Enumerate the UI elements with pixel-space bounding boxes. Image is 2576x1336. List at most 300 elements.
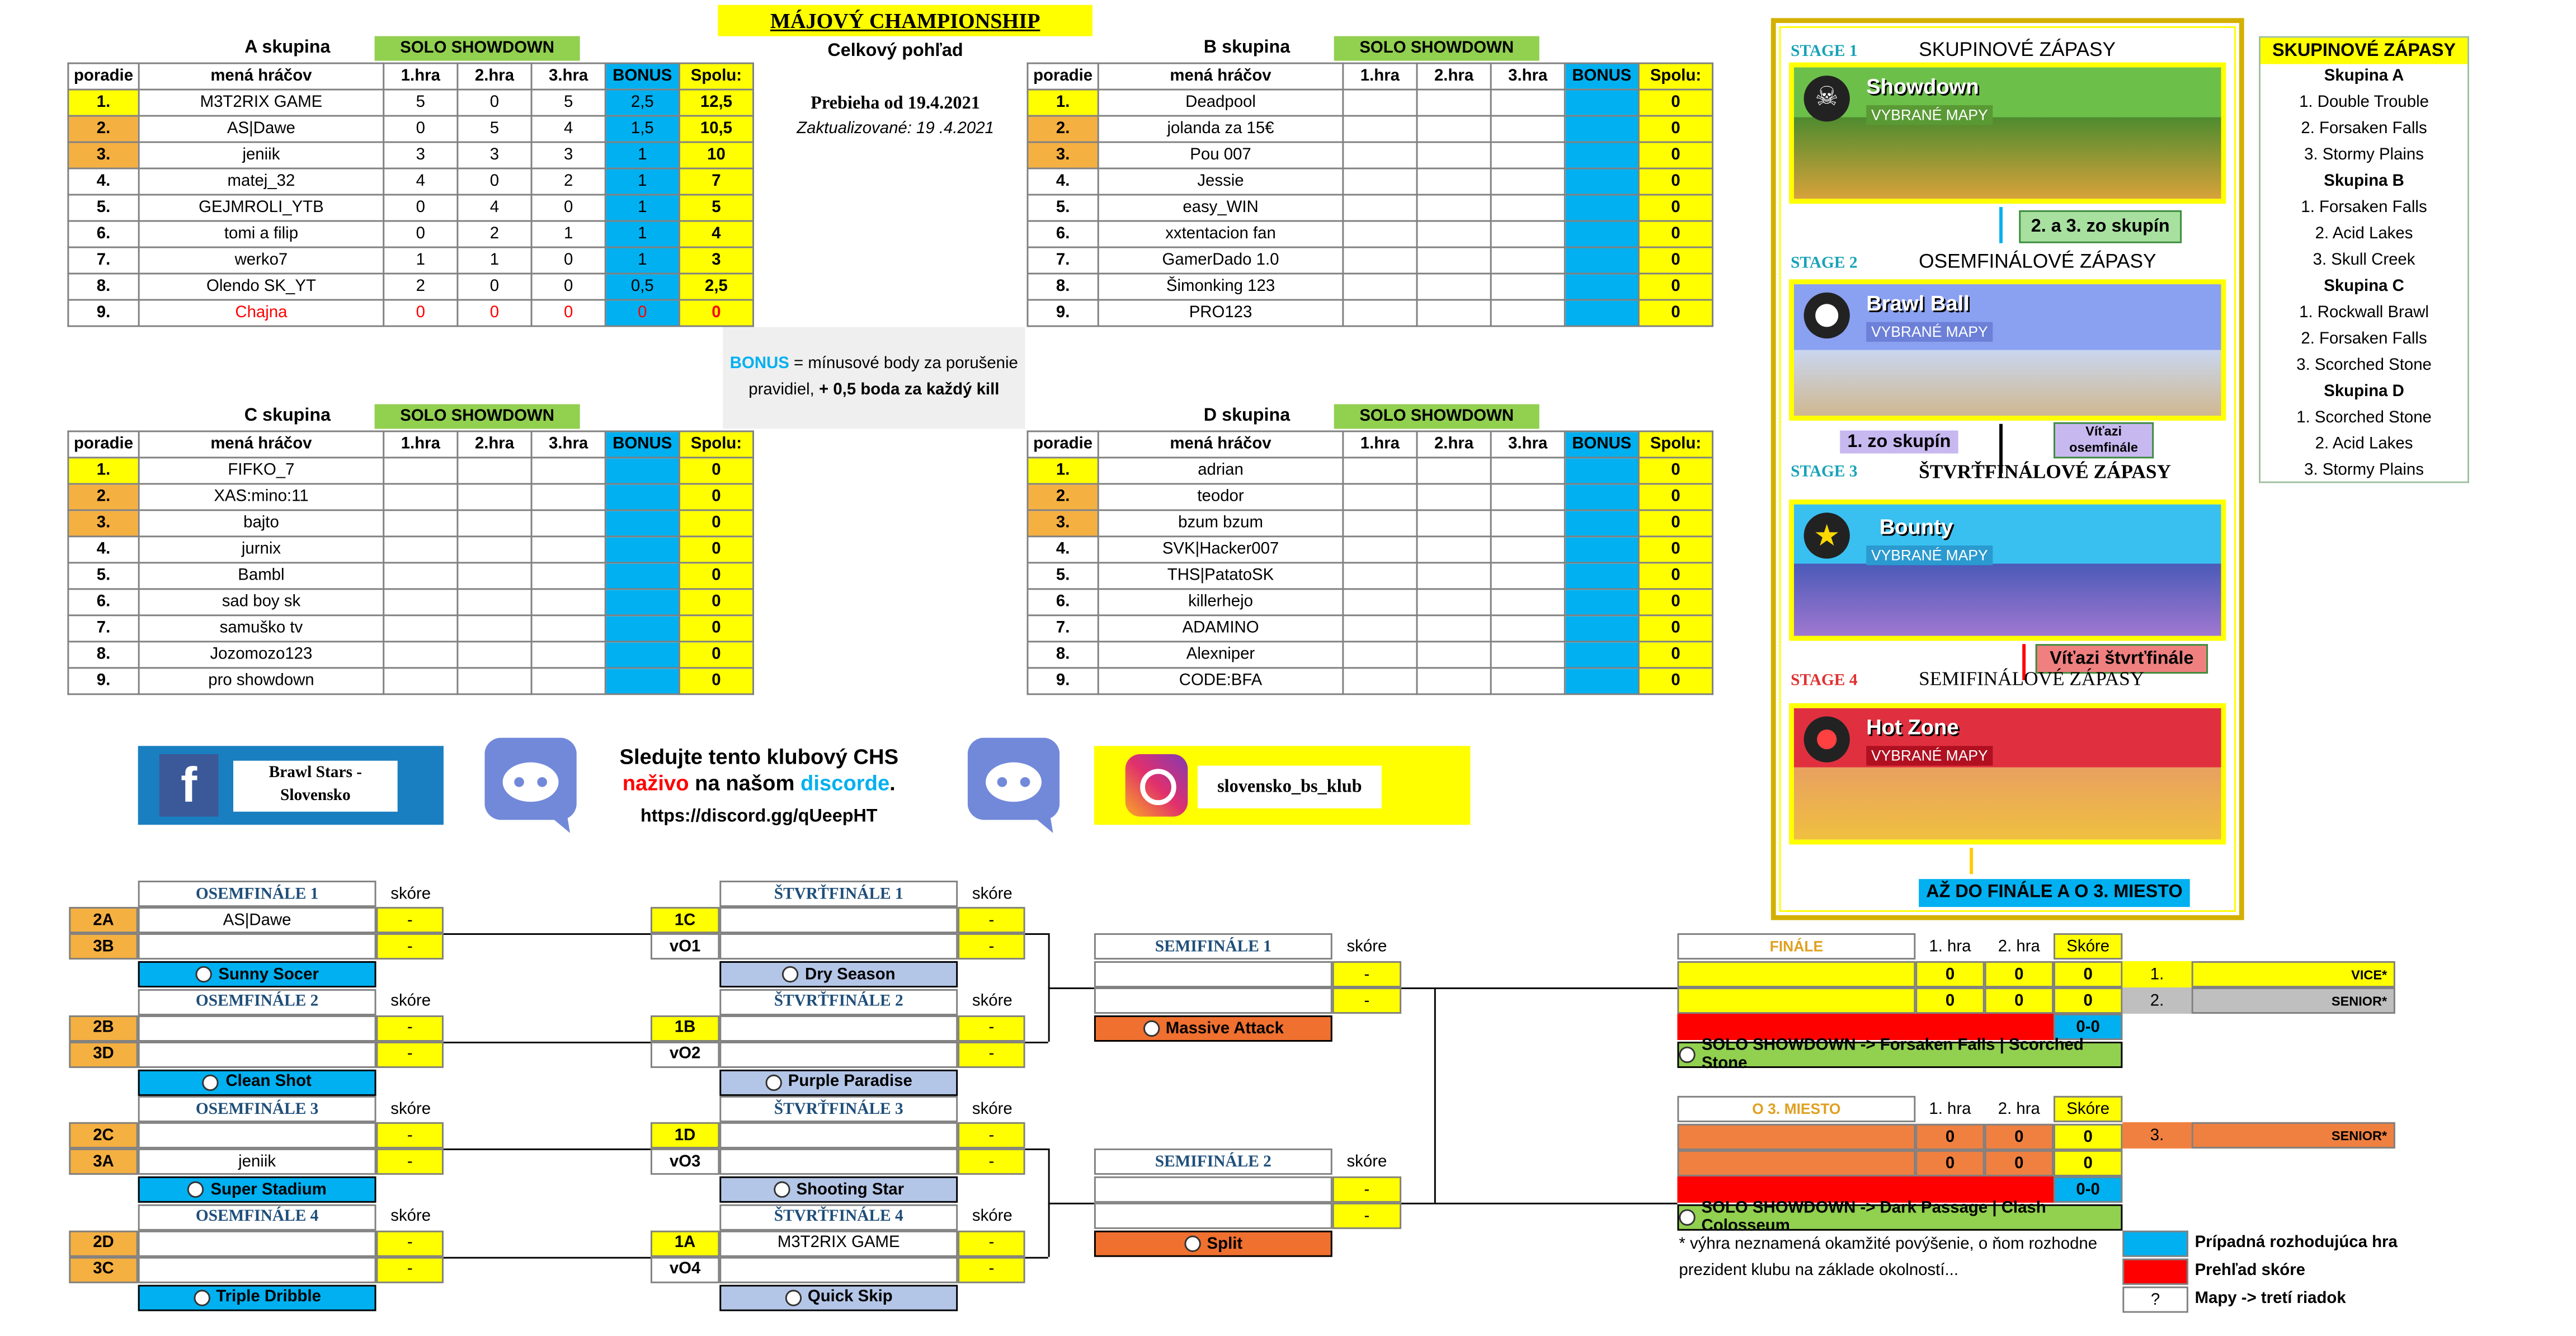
table-row — [1028, 142, 1713, 168]
group-c-header-g1: 1.hra — [384, 431, 458, 458]
third-award3: SENIOR* — [2192, 1122, 2395, 1149]
group-b-table — [1027, 63, 1714, 327]
group-maps-item: 2. Acid Lakes — [2315, 435, 2413, 454]
qf-3-seed1: 1D — [651, 1122, 719, 1149]
group-b-cell-g3 — [1491, 274, 1565, 300]
group-b-cell-g3 — [1491, 90, 1565, 116]
sf-1-player1[interactable] — [1094, 961, 1332, 987]
bracket-line — [1025, 1256, 1048, 1258]
group-b-cell-g2 — [1417, 300, 1491, 326]
qf-1-score2: - — [958, 933, 1025, 959]
r16-2-player1[interactable] — [138, 1014, 376, 1041]
final-g1: 1. hra — [1929, 937, 1971, 956]
third-cell-0-0: 0 — [1915, 1124, 1984, 1150]
r16-4-seed2: 3C — [69, 1256, 138, 1282]
map-mode-icon — [195, 966, 211, 982]
r16-3-seed1: 2C — [69, 1122, 138, 1149]
group-c-cell-g3 — [531, 563, 605, 589]
updated-date: Zaktualizované: 19 .4.2021 — [797, 120, 994, 138]
discord-icon[interactable] — [484, 738, 576, 833]
group-a-cell-bonus: 1 — [605, 195, 679, 221]
sf-1-map — [1094, 1015, 1332, 1042]
third-title: O 3. MIESTO — [1677, 1096, 1915, 1122]
qf-2-score1: - — [958, 1014, 1025, 1041]
award-note: * výhra neznamená okamžité povýšenie, o ňom rozhodne prezident klubu na základe okolností... — [1679, 1235, 2098, 1280]
stage2-sub: VYBRANÉ MAPY — [1866, 322, 1993, 342]
advance-2a: 1. zo skupín — [1840, 430, 1958, 453]
facebook-icon: f — [159, 754, 219, 817]
group-maps-heading: Skupina A — [2324, 67, 2404, 86]
group-d-cell-name: SVK|Hacker007 — [1098, 537, 1343, 563]
group-d-cell-g3 — [1491, 668, 1565, 694]
table-row — [68, 116, 754, 142]
group-a-cell-g3: 0 — [531, 195, 605, 221]
final-score-label: Skóre — [2054, 933, 2122, 959]
group-a-cell-total: 7 — [679, 168, 753, 195]
table-row — [68, 563, 754, 589]
qf-2-player2[interactable] — [719, 1041, 958, 1067]
group-d-cell-name: THS|PatatoSK — [1098, 563, 1343, 589]
qf-3-seed2: vO3 — [651, 1149, 719, 1175]
group-d-cell-name: teodor — [1098, 484, 1343, 510]
third-place3: 3. — [2122, 1122, 2191, 1149]
group-maps-heading: Skupina B — [2324, 172, 2404, 191]
group-b-cell-rank: 6. — [1028, 221, 1098, 247]
group-a-cell-g1: 0 — [384, 195, 458, 221]
group-d-cell-g3 — [1491, 615, 1565, 642]
sf-2-score1: - — [1332, 1177, 1401, 1203]
group-maps-item: 2. Forsaken Falls — [2301, 330, 2427, 349]
map-mode-icon — [202, 1074, 219, 1090]
third-cell-0-1: 0 — [1985, 1124, 2054, 1150]
stage1-map: Showdown — [1866, 74, 1979, 99]
group-b-cell-g3 — [1491, 247, 1565, 274]
group-b-cell-g1 — [1343, 116, 1417, 142]
table-row — [68, 537, 754, 563]
until-final: AŽ DO FINÁLE A O 3. MIESTO — [1919, 879, 2190, 907]
discord-dot: . — [889, 770, 896, 796]
group-d-header-g2: 2.hra — [1417, 431, 1491, 458]
group-a-cell-name: matej_32 — [139, 168, 384, 195]
final-award1: VICE* — [2192, 961, 2395, 987]
sf-1-map-label: Massive Attack — [1165, 1019, 1284, 1038]
qf-4-player2[interactable] — [719, 1256, 958, 1282]
group-a-cell-bonus: 1 — [605, 221, 679, 247]
table-row — [1028, 484, 1713, 510]
group-c-cell-g1 — [384, 563, 458, 589]
group-b-cell-g2 — [1417, 247, 1491, 274]
group-b-cell-g2 — [1417, 116, 1491, 142]
bounty-card[interactable] — [1789, 500, 2226, 641]
group-d-cell-g2 — [1417, 668, 1491, 694]
discord-live: naživo — [622, 770, 689, 796]
sf-2-player1[interactable] — [1094, 1177, 1332, 1203]
r16-1-map — [138, 961, 376, 987]
group-b-cell-bonus — [1565, 168, 1638, 195]
group-d-header-bonus: BONUS — [1565, 431, 1638, 458]
final-place2: 2. — [2122, 987, 2191, 1014]
group-c-cell-g1 — [384, 615, 458, 642]
group-c-cell-total: 0 — [679, 642, 753, 668]
stage3-tag: STAGE 3 — [1791, 463, 1858, 482]
final-cell-0-2: 0 — [2054, 961, 2122, 987]
group-d-cell-total: 0 — [1638, 563, 1712, 589]
group-d-cell-name: ADAMINO — [1098, 615, 1343, 642]
third-map — [1677, 1199, 2122, 1236]
group-c-cell-g3 — [531, 615, 605, 642]
group-a-cell-g2: 0 — [458, 300, 531, 326]
final-cell-1-0: 0 — [1915, 987, 1984, 1014]
table-row — [68, 168, 754, 195]
qf-3-score-label: skóre — [972, 1100, 1012, 1118]
group-b-cell-g1 — [1343, 168, 1417, 195]
group-b-cell-total: 0 — [1638, 90, 1712, 116]
table-row — [68, 642, 754, 668]
bracket-line — [444, 1149, 651, 1150]
qf-1-map — [719, 961, 958, 987]
table-row — [1028, 537, 1713, 563]
qf-4-map — [719, 1284, 958, 1310]
group-c-cell-g1 — [384, 589, 458, 615]
group-d-cell-rank: 3. — [1028, 510, 1098, 537]
map-mode-icon — [1679, 1047, 1695, 1063]
r16-1-seed1: 2A — [69, 907, 138, 933]
sf-2-player2[interactable] — [1094, 1203, 1332, 1229]
group-c-cell-bonus — [605, 484, 679, 510]
group-b-cell-g1 — [1343, 221, 1417, 247]
group-a-header-g1: 1.hra — [384, 63, 458, 90]
group-c-cell-rank: 2. — [68, 484, 139, 510]
r16-3-player1[interactable] — [138, 1122, 376, 1149]
group-maps — [2259, 36, 2469, 483]
showdown-card[interactable] — [1789, 63, 2226, 204]
group-c-cell-g3 — [531, 458, 605, 484]
brawlball-card[interactable] — [1789, 279, 2226, 421]
group-c-header-name: mená hráčov — [139, 431, 384, 458]
group-d-cell-g2 — [1417, 458, 1491, 484]
group-c-cell-rank: 5. — [68, 563, 139, 589]
group-d-cell-bonus — [1565, 484, 1638, 510]
r16-3-map-label: Super Stadium — [210, 1180, 327, 1199]
instagram-banner[interactable] — [1094, 746, 1471, 825]
bracket-line — [1048, 1203, 1094, 1205]
group-b-cell-total: 0 — [1638, 274, 1712, 300]
table-row — [1028, 195, 1713, 221]
group-a-cell-name: jeniik — [139, 142, 384, 168]
group-b-cell-total: 0 — [1638, 142, 1712, 168]
group-a-cell-total: 0 — [679, 300, 753, 326]
r16-1-player2[interactable] — [138, 933, 376, 959]
group-d-cell-total: 0 — [1638, 510, 1712, 537]
group-c-cell-total: 0 — [679, 563, 753, 589]
group-a-header-name: mená hráčov — [139, 63, 384, 90]
map-mode-icon — [187, 1182, 204, 1198]
group-b-cell-bonus — [1565, 90, 1638, 116]
third-player1[interactable] — [1677, 1124, 1915, 1150]
group-b-cell-g1 — [1343, 90, 1417, 116]
group-b-cell-g2 — [1417, 142, 1491, 168]
group-d-cell-rank: 2. — [1028, 484, 1098, 510]
group-d-cell-rank: 9. — [1028, 668, 1098, 694]
r16-3-player2[interactable]: jeniik — [138, 1149, 376, 1175]
group-b-cell-g2 — [1417, 168, 1491, 195]
group-c-cell-rank: 4. — [68, 537, 139, 563]
group-c-cell-rank: 9. — [68, 668, 139, 694]
table-row — [68, 221, 754, 247]
table-row — [1028, 563, 1713, 589]
map-mode-icon — [773, 1182, 789, 1198]
r16-2-title: OSEMFINÁLE 2 — [138, 988, 376, 1014]
bracket-line — [444, 1256, 651, 1258]
legend-label-1: Prípadná rozhodujúca hra — [2194, 1234, 2398, 1252]
table-row — [68, 589, 754, 615]
group-d-cell-total: 0 — [1638, 589, 1712, 615]
hotzone-card[interactable] — [1789, 703, 2226, 845]
group-b-cell-name: Šimonking 123 — [1098, 274, 1343, 300]
group-d-cell-g3 — [1491, 510, 1565, 537]
group-a-cell-rank: 1. — [68, 90, 139, 116]
r16-3-map — [138, 1177, 376, 1203]
map-mode-icon — [785, 1289, 801, 1305]
star-icon: ★ — [1804, 512, 1850, 558]
discord-icon-2[interactable] — [968, 738, 1059, 833]
group-c-header-g2: 2.hra — [458, 431, 531, 458]
final-player1[interactable] — [1677, 961, 1915, 987]
group-a-cell-g1: 0 — [384, 221, 458, 247]
group-d-cell-g1 — [1343, 589, 1417, 615]
r16-4-player1[interactable] — [138, 1230, 376, 1256]
advance-3: Víťazi štvrťfinále — [2036, 644, 2208, 674]
qf-4-score2: - — [958, 1256, 1025, 1282]
qf-2-player1[interactable] — [719, 1014, 958, 1041]
group-a-cell-g2: 0 — [458, 168, 531, 195]
group-c-cell-g3 — [531, 589, 605, 615]
qf-2-map — [719, 1069, 958, 1095]
group-b-cell-rank: 4. — [1028, 168, 1098, 195]
group-c-cell-rank: 6. — [68, 589, 139, 615]
group-a-cell-rank: 6. — [68, 221, 139, 247]
group-d-header-name: mená hráčov — [1098, 431, 1343, 458]
group-d-cell-g2 — [1417, 563, 1491, 589]
stage3-map: Bounty — [1879, 514, 1953, 539]
r16-1-player1[interactable]: AS|Dawe — [138, 907, 376, 933]
sf-2-score2: - — [1332, 1203, 1401, 1229]
sf-1-player2[interactable] — [1094, 987, 1332, 1014]
r16-3-score2: - — [376, 1149, 444, 1175]
group-a-cell-name: werko7 — [139, 247, 384, 274]
table-row — [68, 90, 754, 116]
group-c-cell-rank: 3. — [68, 510, 139, 537]
final-map — [1677, 1037, 2122, 1073]
bonus-note-kill: + 0,5 boda za každý kill — [819, 381, 1000, 399]
advance-1: 2. a 3. zo skupín — [2019, 210, 2182, 243]
qf-3-player2[interactable] — [719, 1149, 958, 1175]
group-c-cell-name: pro showdown — [139, 668, 384, 694]
qf-4-map-label: Quick Skip — [807, 1288, 893, 1306]
r16-4-score1: - — [376, 1230, 444, 1256]
group-b-cell-g2 — [1417, 221, 1491, 247]
final-player2[interactable] — [1677, 987, 1915, 1014]
group-a-cell-g1: 4 — [384, 168, 458, 195]
qf-2-score2: - — [958, 1041, 1025, 1067]
sf-2-title: SEMIFINÁLE 2 — [1094, 1149, 1332, 1175]
group-c-header-rank: poradie — [68, 431, 139, 458]
group-d-cell-total: 0 — [1638, 484, 1712, 510]
arrow-4 — [1970, 848, 1973, 874]
discord-word: discorde — [800, 770, 890, 796]
third-red-bar — [1677, 1177, 2054, 1203]
r16-1-title: OSEMFINÁLE 1 — [138, 881, 376, 907]
stage3-title: ŠTVRŤFINÁLOVÉ ZÁPASY — [1919, 460, 2171, 483]
group-d-cell-g1 — [1343, 563, 1417, 589]
group-b-cell-bonus — [1565, 142, 1638, 168]
group-b-cell-rank: 3. — [1028, 142, 1098, 168]
group-a-cell-rank: 3. — [68, 142, 139, 168]
sf-2-map — [1094, 1231, 1332, 1257]
qf-1-score1: - — [958, 907, 1025, 933]
group-c-table — [67, 430, 754, 695]
group-c-cell-bonus — [605, 642, 679, 668]
group-b-cell-name: xxtentacion fan — [1098, 221, 1343, 247]
group-d-cell-total: 0 — [1638, 537, 1712, 563]
third-player2[interactable] — [1677, 1150, 1915, 1177]
legend-swatch-2 — [2122, 1259, 2188, 1285]
group-c-cell-total: 0 — [679, 589, 753, 615]
group-c-cell-bonus — [605, 589, 679, 615]
group-b-cell-name: jolanda za 15€ — [1098, 116, 1343, 142]
group-a-cell-g2: 0 — [458, 90, 531, 116]
group-d-cell-name: bzum bzum — [1098, 510, 1343, 537]
group-c-cell-name: XAS:mino:11 — [139, 484, 384, 510]
stage4-map: Hot Zone — [1866, 714, 1959, 740]
qf-2-score-label: skóre — [972, 992, 1012, 1011]
r16-2-score-label: skóre — [390, 992, 431, 1011]
group-a-cell-g3: 0 — [531, 300, 605, 326]
group-d-cell-g2 — [1417, 484, 1491, 510]
group-c-cell-total: 0 — [679, 668, 753, 694]
table-row — [1028, 642, 1713, 668]
group-b-header-name: mená hráčov — [1098, 63, 1343, 90]
stage4-tag: STAGE 4 — [1791, 672, 1858, 690]
stage4-title: SEMIFINÁLOVÉ ZÁPASY — [1919, 667, 2145, 690]
group-d-cell-rank: 1. — [1028, 458, 1098, 484]
r16-3-title: OSEMFINÁLE 3 — [138, 1096, 376, 1122]
discord-mid: na našom — [689, 770, 801, 796]
group-c-cell-g2 — [458, 642, 531, 668]
group-d-cell-g2 — [1417, 615, 1491, 642]
bracket-line — [1434, 1203, 1678, 1205]
r16-1-score-label: skóre — [390, 885, 431, 903]
group-a-cell-bonus: 0 — [605, 300, 679, 326]
group-c-cell-g3 — [531, 537, 605, 563]
group-c-cell-bonus — [605, 668, 679, 694]
group-b-cell-g3 — [1491, 195, 1565, 221]
qf-1-player2[interactable] — [719, 933, 958, 959]
group-d-cell-g3 — [1491, 537, 1565, 563]
group-d-cell-g1 — [1343, 458, 1417, 484]
map-mode-icon — [193, 1289, 209, 1305]
group-a-cell-bonus: 0,5 — [605, 274, 679, 300]
third-cell-1-0: 0 — [1915, 1150, 1984, 1177]
table-row — [68, 274, 754, 300]
stage3-sub: VYBRANÉ MAPY — [1866, 545, 1993, 565]
group-c-cell-g2 — [458, 537, 531, 563]
group-b-cell-rank: 7. — [1028, 247, 1098, 274]
group-d-cell-g2 — [1417, 537, 1491, 563]
group-d-cell-bonus — [1565, 589, 1638, 615]
final-cell-0-1: 0 — [1985, 961, 2054, 987]
qf-4-player1[interactable]: M3T2RIX GAME — [719, 1230, 958, 1256]
group-maps-item: 3. Skull Creek — [2313, 251, 2415, 270]
group-d-cell-g1 — [1343, 615, 1417, 642]
group-c-cell-name: bajto — [139, 510, 384, 537]
stage4-sub: VYBRANÉ MAPY — [1866, 746, 1993, 765]
legend-label-3: Mapy -> tretí riadok — [2194, 1290, 2346, 1308]
group-maps-item: 3. Stormy Plains — [2304, 462, 2424, 480]
group-b-mode: SOLO SHOWDOWN — [1334, 36, 1539, 61]
group-d-cell-name: adrian — [1098, 458, 1343, 484]
table-row — [68, 668, 754, 694]
facebook-label: Brawl Stars - Slovensko — [233, 761, 398, 812]
r16-2-seed2: 3D — [69, 1041, 138, 1067]
group-d-cell-rank: 7. — [1028, 615, 1098, 642]
group-c-cell-g1 — [384, 642, 458, 668]
third-cell-1-1: 0 — [1985, 1150, 2054, 1177]
table-row — [1028, 589, 1713, 615]
table-row — [68, 142, 754, 168]
group-c-cell-name: samuško tv — [139, 615, 384, 642]
group-b-cell-g2 — [1417, 195, 1491, 221]
group-b-cell-name: Pou 007 — [1098, 142, 1343, 168]
group-c-cell-g2 — [458, 589, 531, 615]
qf-3-player1[interactable] — [719, 1122, 958, 1149]
r16-2-score1: - — [376, 1014, 444, 1041]
group-c-cell-bonus — [605, 458, 679, 484]
group-a-cell-g2: 1 — [458, 247, 531, 274]
group-a-cell-name: Chajna — [139, 300, 384, 326]
group-c-cell-g3 — [531, 642, 605, 668]
table-row — [1028, 116, 1713, 142]
group-b-cell-total: 0 — [1638, 247, 1712, 274]
group-c-cell-g1 — [384, 510, 458, 537]
group-a-cell-bonus: 2,5 — [605, 90, 679, 116]
bracket-line — [1048, 987, 1094, 989]
group-a-cell-total: 10 — [679, 142, 753, 168]
group-c-cell-rank: 7. — [68, 615, 139, 642]
group-a-cell-name: Olendo SK_YT — [139, 274, 384, 300]
discord-link[interactable]: https://discord.gg/qUeepHT — [640, 806, 878, 827]
group-c-cell-bonus — [605, 563, 679, 589]
third-g1: 1. hra — [1929, 1100, 1971, 1118]
qf-1-player1[interactable] — [719, 907, 958, 933]
table-row — [1028, 300, 1713, 326]
qf-2-seed2: vO2 — [651, 1041, 719, 1067]
bracket-line — [444, 1041, 651, 1042]
group-a-cell-g3: 0 — [531, 274, 605, 300]
group-c-cell-name: Jozomozo123 — [139, 642, 384, 668]
group-c-cell-total: 0 — [679, 458, 753, 484]
group-d-mode: SOLO SHOWDOWN — [1334, 404, 1539, 429]
r16-4-player2[interactable] — [138, 1256, 376, 1282]
group-a-cell-total: 2,5 — [679, 274, 753, 300]
r16-2-player2[interactable] — [138, 1041, 376, 1067]
group-c-cell-g3 — [531, 484, 605, 510]
group-b-cell-g3 — [1491, 116, 1565, 142]
group-a-cell-name: tomi a filip — [139, 221, 384, 247]
facebook-banner[interactable] — [138, 746, 444, 825]
group-b-cell-total: 0 — [1638, 168, 1712, 195]
group-d-cell-g2 — [1417, 589, 1491, 615]
